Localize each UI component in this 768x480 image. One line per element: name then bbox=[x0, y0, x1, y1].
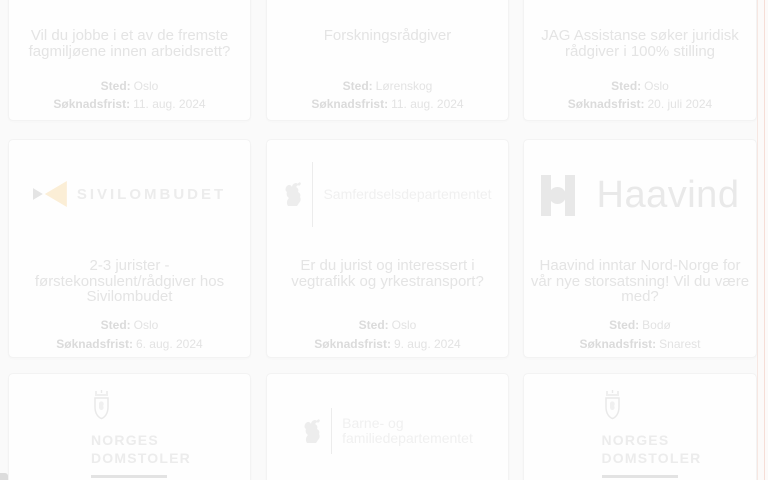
job-deadline bbox=[267, 98, 508, 111]
location-value: Oslo bbox=[391, 318, 417, 332]
norwegian-lion-icon bbox=[283, 181, 303, 207]
court-shield-icon bbox=[603, 390, 622, 423]
logo-text-line: DOMSTOLER bbox=[601, 450, 702, 466]
location-value: Oslo bbox=[133, 79, 159, 93]
location-value: Bodø bbox=[642, 318, 671, 332]
logo-text-line: NORGES bbox=[601, 432, 670, 448]
job-deadline bbox=[524, 338, 756, 351]
job-title: 2-3 jurister - førstekonsulent/rådgiver hos Sivilombudet bbox=[34, 257, 225, 305]
scrollbar-line bbox=[764, 0, 765, 480]
location-value: Oslo bbox=[133, 318, 159, 332]
haavind-logo-text: Haavind bbox=[596, 174, 740, 216]
job-location bbox=[9, 80, 250, 93]
location-label: Sted: bbox=[342, 79, 373, 93]
deadline-label: Søknadsfrist: bbox=[314, 337, 391, 351]
job-title: Er du jurist og interessert i vegtrafikk og yrkestransport? bbox=[291, 257, 484, 290]
job-location bbox=[9, 319, 250, 332]
job-card-norges-domstoler-2[interactable] bbox=[523, 373, 757, 480]
deadline-value: Snarest bbox=[659, 337, 701, 351]
sivilombudet-logo bbox=[9, 180, 250, 208]
job-card-barne-og-familiedepartementet[interactable] bbox=[266, 373, 509, 480]
job-card-sivilombudet[interactable] bbox=[8, 139, 251, 358]
logo-text-line: Barne- og bbox=[342, 414, 404, 431]
barne-og-familiedepartementet-logo bbox=[267, 407, 508, 454]
deadline-value: 11. aug. 2024 bbox=[133, 97, 206, 111]
logo-text-line: familiedepartementet bbox=[342, 429, 473, 446]
job-location bbox=[524, 80, 756, 93]
location-label: Sted: bbox=[100, 318, 131, 332]
deadline-label: Søknadsfrist: bbox=[53, 97, 131, 111]
job-deadline bbox=[9, 338, 250, 351]
location-value: Oslo bbox=[644, 79, 669, 93]
job-location bbox=[267, 319, 508, 332]
arrow-left-icon bbox=[45, 181, 67, 207]
job-card-haavind[interactable] bbox=[523, 139, 757, 358]
job-title: Vil du jobbe i et av de fremste fagmiljøene innen arbeidsrett? bbox=[28, 27, 231, 60]
location-label: Sted: bbox=[609, 318, 640, 332]
norges-domstoler-logo bbox=[91, 390, 191, 478]
location-value: Lørenskog bbox=[375, 79, 433, 93]
deadline-value: 6. aug. 2024 bbox=[135, 337, 203, 351]
logo-text-line: NORGES bbox=[91, 432, 159, 448]
bottom-left-fragment bbox=[0, 473, 8, 480]
logo-divider bbox=[312, 162, 313, 227]
job-deadline bbox=[524, 98, 756, 111]
job-deadline bbox=[9, 98, 250, 111]
arrow-right-icon bbox=[33, 188, 43, 200]
job-card-samferdselsdepartementet[interactable] bbox=[266, 139, 509, 358]
logo-underline bbox=[91, 475, 167, 478]
norwegian-lion-icon bbox=[302, 418, 322, 444]
location-label: Sted: bbox=[611, 79, 642, 93]
deadline-label: Søknadsfrist: bbox=[311, 97, 389, 111]
scrollbar-track[interactable] bbox=[757, 0, 768, 480]
logo-divider bbox=[331, 408, 332, 454]
haavind-logo bbox=[524, 174, 756, 216]
logo-underline bbox=[602, 475, 678, 478]
deadline-value: 20. juli 2024 bbox=[647, 97, 713, 111]
job-card-jag-assistanse[interactable] bbox=[523, 0, 757, 121]
deadline-value: 9. aug. 2024 bbox=[393, 337, 461, 351]
deadline-value: 11. aug. 2024 bbox=[391, 97, 464, 111]
job-location bbox=[524, 319, 756, 332]
job-location bbox=[267, 80, 508, 93]
court-shield-icon bbox=[92, 390, 111, 423]
haavind-h-icon bbox=[541, 175, 575, 216]
sivilombudet-logo-text: SIVILOMBUDET bbox=[76, 185, 227, 203]
deadline-label: Søknadsfrist: bbox=[579, 337, 657, 351]
location-label: Sted: bbox=[358, 318, 389, 332]
job-deadline bbox=[267, 338, 508, 351]
job-card-norges-domstoler-1[interactable] bbox=[8, 373, 251, 480]
location-label: Sted: bbox=[100, 79, 131, 93]
job-card-arbeidsrett[interactable] bbox=[8, 0, 251, 121]
department-name: Samferdselsdepartementet bbox=[323, 185, 492, 202]
job-title: Haavind inntar Nord-Norge for vår nye storsatsning! Vil du være med? bbox=[530, 257, 750, 305]
norges-domstoler-logo bbox=[601, 390, 702, 478]
job-title: Forskningsrådgiver bbox=[323, 27, 452, 44]
department-name bbox=[342, 416, 473, 446]
samferdselsdepartementet-logo bbox=[267, 161, 508, 227]
deadline-label: Søknadsfrist: bbox=[567, 97, 645, 111]
job-title: JAG Assistanse søker juridisk rådgiver i 100% stilling bbox=[541, 27, 739, 60]
deadline-label: Søknadsfrist: bbox=[56, 337, 133, 351]
logo-text-line: DOMSTOLER bbox=[91, 450, 191, 466]
job-card-forskningsradgiver[interactable] bbox=[266, 0, 509, 121]
